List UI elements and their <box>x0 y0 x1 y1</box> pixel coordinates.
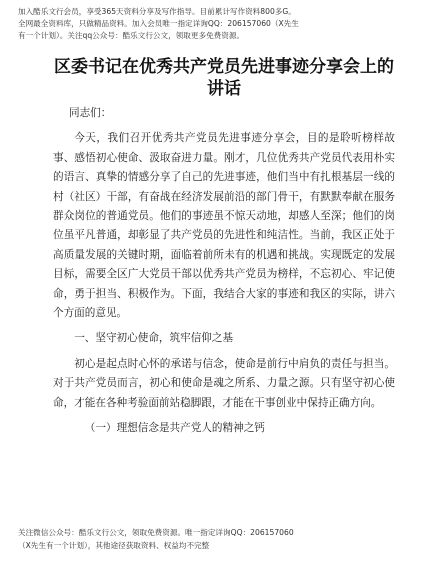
section-heading-1: 一、坚守初心使命，筑牢信仰之基 <box>74 332 234 345</box>
header-line-3: 有一个计划）。关注qq公众号：酷乐文行公文，领取更多免费资源。 <box>18 31 245 40</box>
footer-line-2: （X先生有一个计划），其他途径获取资料、权益均不完整 <box>18 540 210 550</box>
header-line-2: 全网最全资料库，只做精品资料。加入会员唯一指定详询QQ：206157060（X先生 <box>18 19 299 28</box>
paragraph-section-1: 初心是起点时心怀的承诺与信念，使命是前行中肩负的责任与担当。对于共产党员而言，初心和使命是魂之所系、力量之源。只有坚守初心使命，才能在各种考验面前站稳脚跟，才能在干事创业中保持正确方向。 <box>53 357 395 409</box>
footer-note <box>18 527 430 552</box>
header-line-1: 加入酷乐文行会员，享受365天资料分享及写作指导。目前累计写作资料800多G。 <box>18 7 296 16</box>
title-line-1: 区委书记在优秀共产党员先进事迹分享会上的 <box>54 57 394 77</box>
document-title <box>28 56 420 100</box>
footer-line-1: 关注微信公众号：酷乐文行公文，领取免费资源。唯一指定详询QQ：206157060 <box>18 528 294 537</box>
sub-heading-1: （一）理想信念是共产党人的精神之钙 <box>84 422 265 435</box>
title-line-2: 讲话 <box>207 79 241 99</box>
paragraph-intro: 今天，我们召开优秀共产党员先进事迹分享会，目的是聆听榜样故事、感悟初心使命、汲取奋进力量。刚才，几位优秀共产党员代表用朴实的语言、真挚的情感分享了自己的先进事迹，他们当中有扎根基层一线的村（社区）干部，有奋战在经济发展前沿的部门骨干，有默默奉献在服务群众岗位的普通党员。他们的事迹虽不惊天动地，却感人至深；他们的岗位虽平凡普通，却彰显了共产党员的先进性和纯洁性。当前，我区正处于高质量发展的关键时期，面临着前所未有的机遇和挑战。实现既定的发展目标，需要全区广大党员干部以优秀共产党员为榜样，不忘初心、牢记使命，勇于担当、积极作为。下面，我结合大家的事迹和我区的实际，讲六个方面的意见。 <box>53 132 395 320</box>
document-body <box>53 104 395 439</box>
header-note <box>18 6 430 42</box>
salutation: 同志们： <box>69 107 112 119</box>
